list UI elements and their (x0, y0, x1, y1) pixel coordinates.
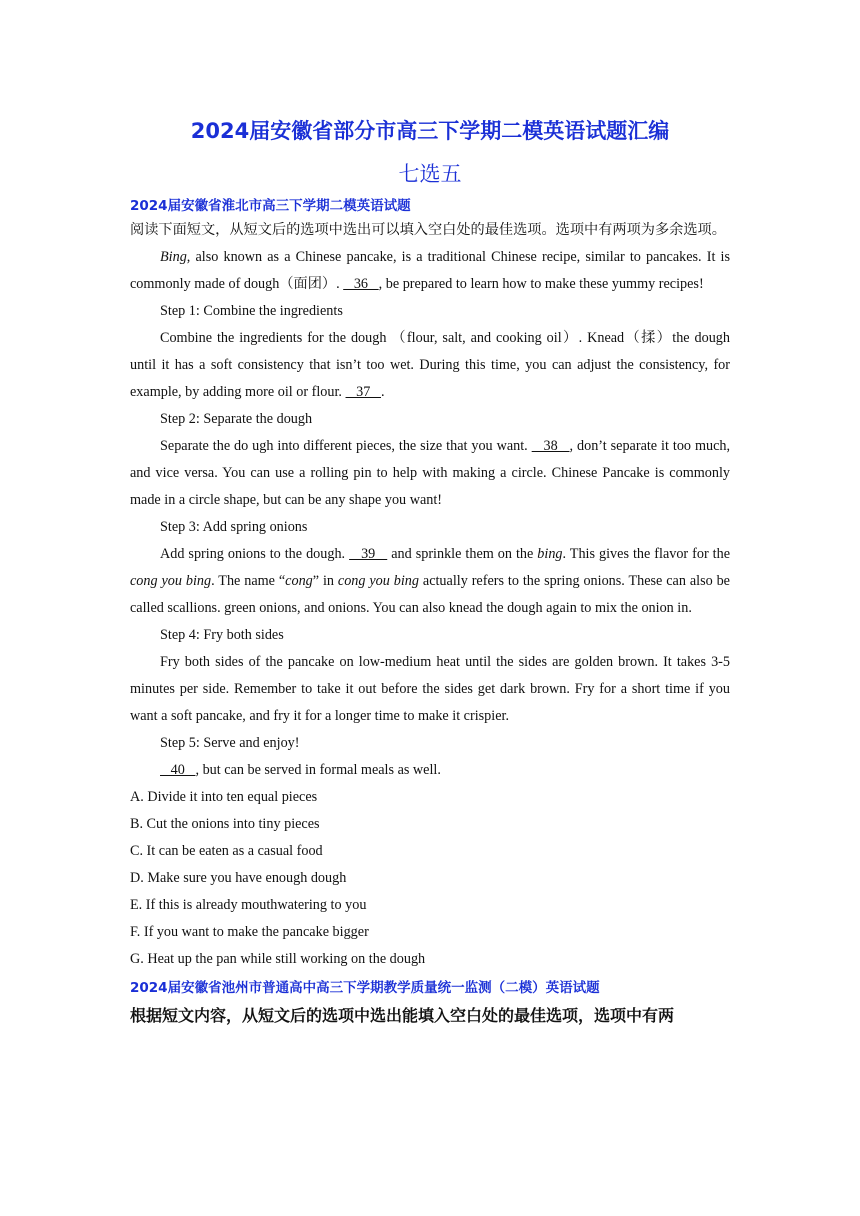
step3-text-b: and sprinkle them on the (387, 546, 538, 562)
option-e: E. If this is already mouthwatering to you (130, 897, 367, 913)
option-d: D. Make sure you have enough dough (130, 870, 347, 886)
paragraph-step-5 (130, 757, 730, 784)
blank-36: 36 (343, 276, 379, 292)
step3-text-c: . This gives the flavor for the (562, 546, 731, 562)
paragraph-step-2 (130, 433, 730, 514)
italic-cong-you-bing-1: cong you bing (130, 573, 212, 589)
instruction-text: 阅读下面短文，从短文后的选项中选出可以填入空白处的最佳选项。选项中有两项为多余选项。 (130, 222, 726, 238)
paragraph-step-1 (130, 325, 730, 406)
option-b: B. Cut the onions into tiny pieces (130, 816, 320, 832)
option-g: G. Heat up the pan while still working on the dough (130, 951, 426, 967)
step2-text-b: , don’t separate it too much, and vice versa. You can use a rolling pin to help with making a circle. Chinese Pancake is commonly made in a circle shape, but can be any shape you want! (130, 438, 731, 508)
paragraph-step-4: Fry both sides of the pancake on low-medium heat until the sides are golden brown. It takes 3-5 minutes per side. Remember to take it out before the sides get dark brown. Fry for a short time if you want a soft pancake, and fry it for a longer time to make it crispier. (130, 654, 730, 724)
step2-text-a: Separate the do ugh into different pieces, the size that you want. (160, 438, 528, 454)
step3-text-d: . The name “ (211, 573, 286, 589)
option-f: F. If you want to make the pancake bigger (130, 924, 369, 940)
paragraph-intro (130, 244, 730, 298)
blank-39: 39 (349, 546, 388, 562)
step5-text: , but can be served in formal meals as well. (195, 762, 441, 778)
step-4-heading: Step 4: Fry both sides (160, 627, 284, 643)
step-2-heading: Step 2: Separate the dough (160, 411, 313, 427)
step-1-heading: Step 1: Combine the ingredients (160, 303, 343, 319)
italic-cong: cong (285, 573, 313, 589)
step3-text-f: actually refers to the spring onions. These can also be called scallions. green onions, and onions. You can also knead the dough again to mix the onion in. (130, 573, 730, 616)
paragraph-step-3 (130, 541, 730, 622)
blank-38: 38 (531, 438, 570, 454)
options-list (130, 784, 730, 973)
document-subtitle: 七选五 (398, 162, 462, 186)
step-5-heading: Step 5: Serve and enjoy! (160, 735, 300, 751)
italic-cong-you-bing-2: cong you bing (337, 573, 419, 589)
option-c: C. It can be eaten as a casual food (130, 843, 323, 859)
section-2-title: 2024届安徽省池州市普通高中高三下学期教学质量统一监测（二模）英语试题 (130, 980, 600, 996)
section-title: 2024届安徽省淮北市高三下学期二模英语试题 (130, 198, 411, 214)
section-2-instruction: 根据短文内容，从短文后的选项中选出能填入空白处的最佳选项，选项中有两 (130, 1006, 675, 1025)
document-content (130, 196, 730, 1031)
blank-37: 37 (345, 384, 381, 400)
step3-text-e: ” in (312, 573, 338, 589)
intro-text-a: , also known as a Chinese pancake, is a traditional Chinese recipe, similar to pancakes. It is commonly made of dough（面团）. (130, 249, 730, 292)
step3-text-a: Add spring onions to the dough. (160, 546, 346, 562)
step-3-heading: Step 3: Add spring onions (160, 519, 308, 535)
blank-40: 40 (160, 762, 196, 778)
italic-bing-2: bing (537, 546, 563, 562)
intro-text-b: , be prepared to learn how to make these yummy recipes! (378, 276, 704, 292)
document-title: 2024届安徽省部分市高三下学期二模英语试题汇编 (190, 119, 670, 143)
italic-bing: Bing (160, 249, 187, 265)
option-a: A. Divide it into ten equal pieces (130, 789, 318, 805)
step1-text: Combine the ingredients for the dough （flour, salt, and cooking oil）. Knead（揉）the dough until it has a soft consistency that isn’t too wet. During this time, you can adjust the consistency, for example, by adding more oil or flour. (130, 330, 730, 400)
step1-end: . (381, 384, 385, 400)
